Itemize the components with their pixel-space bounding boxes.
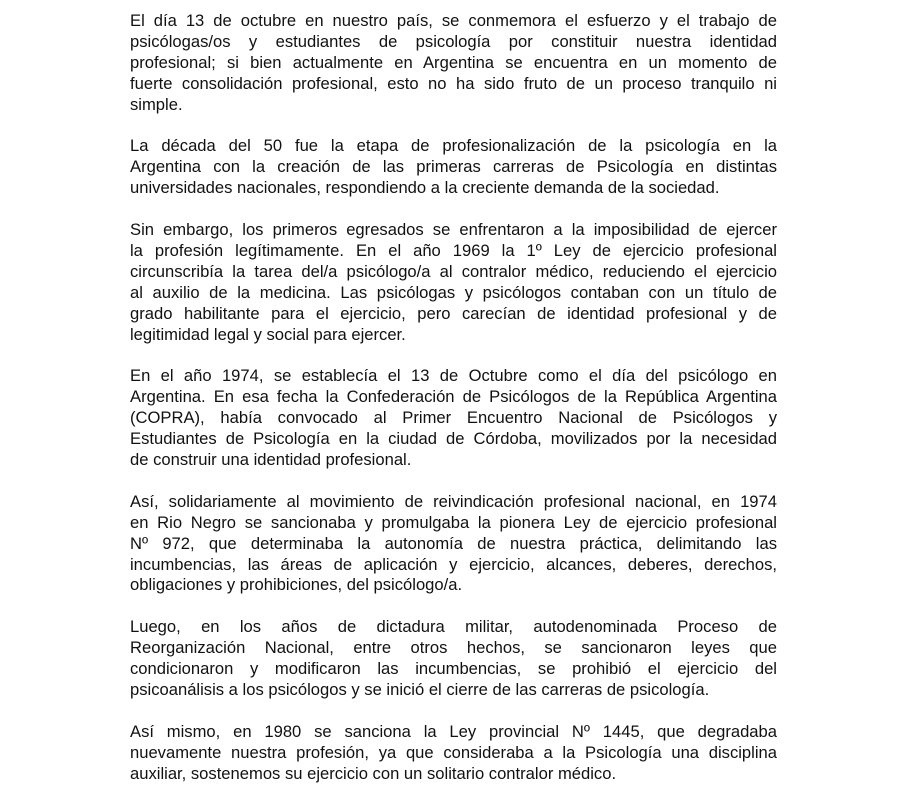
- paragraph: [130, 136, 777, 199]
- paragraph-line: simple.: [130, 94, 183, 114]
- paragraph-line: Reorganización Nacional, entre otros hechos, se sancionaron leyes que: [130, 638, 777, 658]
- paragraph-line: Nº 972, que determinaba la autonomía de nuestra práctica, delimitando las: [130, 533, 777, 553]
- paragraph-line: El día 13 de octubre en nuestro país, se conmemora el esfuerzo y el trabajo de: [130, 11, 777, 30]
- paragraph-line: Sin embargo, los primeros egresados se enfrentaron a la imposibilidad de ejercer: [130, 220, 777, 240]
- paragraph-line: (COPRA), había convocado al Primer Encuentro Nacional de Psicólogos y: [130, 408, 777, 428]
- paragraph-line: La década del 50 fue la etapa de profesionalización de la psicología en la: [130, 136, 777, 156]
- document-body: [130, 11, 777, 806]
- paragraph-line: universidades nacionales, respondiendo a la creciente demanda de la sociedad.: [130, 178, 720, 198]
- paragraph-line: nuevamente nuestra profesión, ya que consideraba a la Psicología una disciplina: [130, 742, 777, 762]
- paragraph-line: al auxilio de la medicina. Las psicólogas y psicólogos contaban con un título de: [130, 282, 777, 302]
- paragraph-line: En el año 1974, se establecía el 13 de Octubre como el día del psicólogo en: [130, 366, 777, 386]
- paragraph-line: la profesión legítimamente. En el año 1969 la 1º Ley de ejercicio profesional: [130, 241, 777, 261]
- paragraph-line: condicionaron y modificaron las incumbencias, se prohibió el ejercicio del: [130, 659, 777, 679]
- paragraph-line: psicólogas/os y estudiantes de psicología por constituir nuestra identidad: [130, 31, 777, 51]
- paragraph-line: obligaciones y prohibiciones, del psicólogo/a.: [130, 575, 463, 595]
- paragraph-line: Argentina con la creación de las primeras carreras de Psicología en distintas: [130, 157, 777, 177]
- paragraph: [130, 220, 777, 345]
- paragraph-line: grado habilitante para el ejercicio, pero carecían de identidad profesional y de: [130, 303, 777, 323]
- paragraph: [130, 617, 777, 701]
- paragraph-line: profesional; si bien actualmente en Argentina se encuentra en un momento de: [130, 52, 777, 72]
- paragraph: [130, 492, 777, 596]
- paragraph-line: Argentina. En esa fecha la Confederación de Psicólogos de la República Argentina: [130, 387, 777, 407]
- paragraph-line: de construir una identidad profesional.: [130, 450, 412, 470]
- paragraph-line: fuerte consolidación profesional, esto no ha sido fruto de un proceso tranquilo ni: [130, 73, 777, 93]
- paragraph-line: incumbencias, las áreas de aplicación y ejercicio, alcances, deberes, derechos,: [130, 554, 777, 574]
- paragraph: [130, 11, 777, 115]
- paragraph-line: Así mismo, en 1980 se sanciona la Ley provincial Nº 1445, que degradaba: [130, 721, 777, 741]
- paragraph-line: legitimidad legal y social para ejercer.: [130, 324, 406, 344]
- paragraph-line: circunscribía la tarea del/a psicólogo/a al contralor médico, reduciendo el ejercicio: [130, 261, 777, 281]
- paragraph-line: Estudiantes de Psicología en la ciudad de Córdoba, movilizados por la necesidad: [130, 429, 777, 449]
- paragraph-line: Luego, en los años de dictadura militar, autodenominada Proceso de: [130, 617, 777, 637]
- paragraph-line: auxiliar, sostenemos su ejercicio con un solitario contralor médico.: [130, 763, 617, 783]
- paragraph: [130, 722, 777, 785]
- paragraph-line: psicoanálisis a los psicólogos y se inició el cierre de las carreras de psicología.: [130, 680, 710, 700]
- paragraph-line: Así, solidariamente al movimiento de reivindicación profesional nacional, en 1974: [130, 491, 777, 511]
- paragraph: [130, 366, 777, 470]
- paragraph-line: en Rio Negro se sancionaba y promulgaba la pionera Ley de ejercicio profesional: [130, 512, 777, 532]
